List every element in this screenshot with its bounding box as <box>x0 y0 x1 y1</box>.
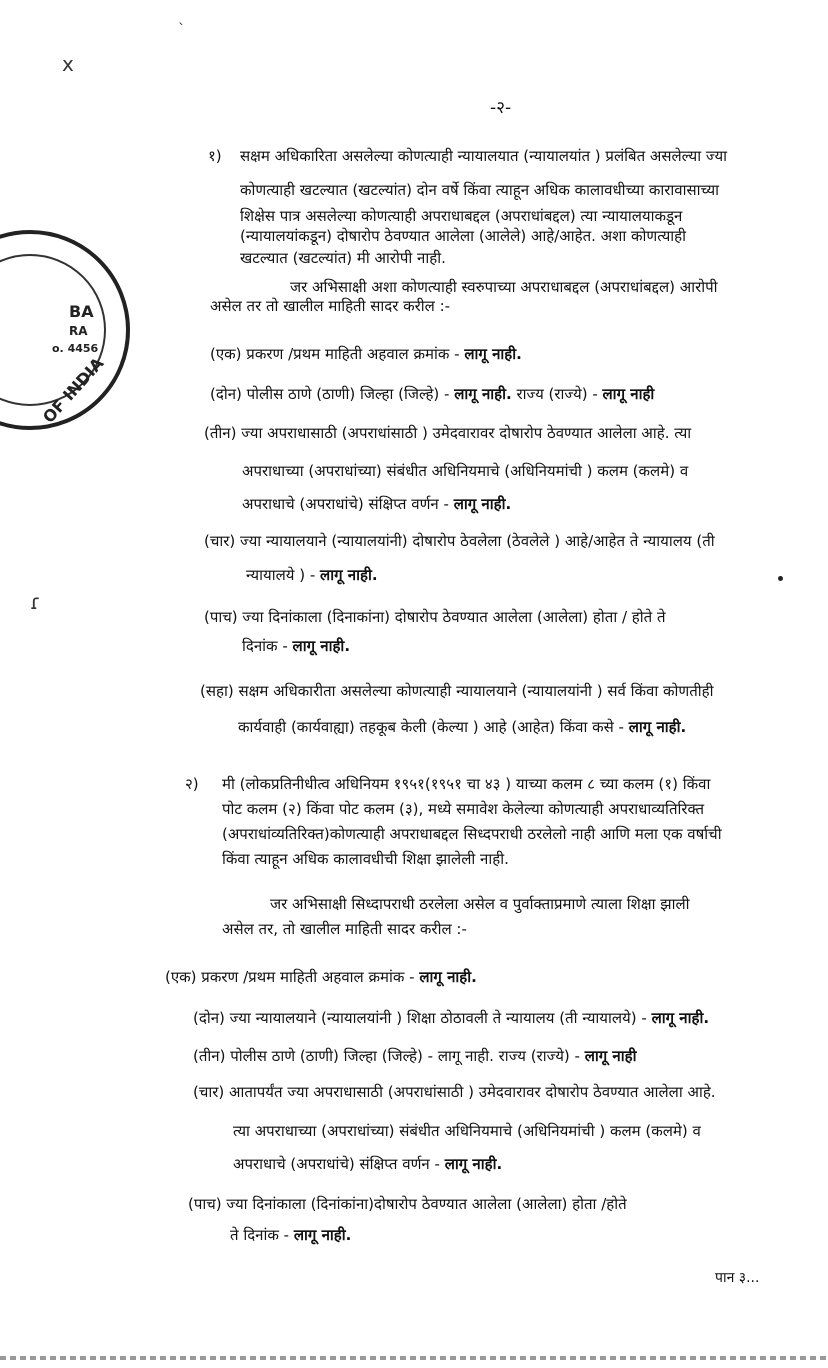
item-status: लागू नाही. <box>651 1009 710 1027</box>
s1-item-don <box>210 385 654 403</box>
item-status: लागू नाही. <box>444 1155 503 1173</box>
item-text: राज्य (राज्ये) - <box>511 385 603 403</box>
item-status: लागू नाही <box>584 1047 637 1065</box>
item-status: लागू नाही. <box>293 1226 352 1244</box>
s1-para-line: खटल्यात (खटल्यांत) मी आरोपी नाही. <box>240 249 446 267</box>
item-status: लागू नाही. <box>453 495 512 513</box>
item-text: अपराधाचे (अपराधांचे) संक्षिप्त वर्णन - <box>242 495 454 513</box>
item-status: लागू नाही <box>602 385 655 403</box>
s2-item-char-cont <box>233 1155 502 1173</box>
s2-para-line: (अपराधांव्यतिरिक्त)कोणत्याही अपराधाबद्दल सिध्दपराधी ठरलेलो नाही आणि मला एक वर्षाची <box>222 825 722 843</box>
next-page-indicator: पान ३... <box>715 1270 760 1286</box>
s2-item-char: (चार) आतापर्यंत ज्या अपराधासाठी (अपराधांसाठी ) उमेदवारावर दोषारोप ठेवण्यात आलेला आहे. <box>193 1083 716 1101</box>
item-text: (एक) प्रकरण /प्रथम माहिती अहवाल क्रमांक - <box>165 968 420 986</box>
s2-para-line: मी (लोकप्रतिनीधीत्व अधिनियम १९५१(१९५१ चा ४३ ) याच्या कलम ८ च्या कलम (१) किंवा <box>222 775 711 793</box>
s1-item-saha: (सहा) सक्षम अधिकारीता असलेल्या कोणत्याही न्यायालयाने (न्यायालयांनी ) सर्व किंवा कोणतीही <box>200 682 714 700</box>
s2-para-line: पोट कलम (२) किंवा पोट कलम (३), मध्ये समावेश केलेल्या कोणत्याही अपराधाव्यतिरिक्त <box>222 800 705 818</box>
item-status: लागू नाही. <box>419 968 477 986</box>
s1-cond-line: जर अभिसाक्षी अशा कोणत्याही स्वरुपाच्या अपराधाबद्दल (अपराधांबद्दल) आरोपी <box>290 278 718 296</box>
scan-mark-top: ˋ <box>178 22 185 38</box>
s2-item-don <box>193 1009 709 1027</box>
seal-text-3: o. 4456 <box>52 342 99 355</box>
item-status: लागू नाही. <box>464 345 522 363</box>
s1-para-line: कोणत्याही खटल्यात (खटल्यांत) दोन वर्षे किंवा त्याहून अधिक कालावधीच्या कारावासाच्या <box>240 181 720 199</box>
scan-edge <box>0 1356 828 1360</box>
item-text: (दोन) ज्या न्यायालयाने (न्यायालयांनी ) शिक्षा ठोठावली ते न्यायालय (ती न्यायालये) - <box>193 1009 652 1027</box>
item-status: लागू नाही. <box>292 637 351 655</box>
s1-cond-line: असेल तर तो खालील माहिती सादर करील :- <box>210 297 451 315</box>
page-number: -२- <box>490 98 512 118</box>
item-text: दिनांक - <box>242 637 293 655</box>
s1-item-pach: (पाच) ज्या दिनांकाला (दिनाकांना) दोषारोप ठेवण्यात आलेला (आलेला) होता / होते ते <box>204 608 666 626</box>
item-status: लागू नाही. <box>628 718 687 736</box>
item-text: अपराधाचे (अपराधांचे) संक्षिप्त वर्णन - <box>233 1155 445 1173</box>
section-2-number: २) <box>185 775 199 793</box>
s2-cond-line: असेल तर, तो खालील माहिती सादर करील :- <box>222 920 467 938</box>
seal-arc-text: OF INDIA <box>39 353 108 427</box>
s1-item-saha-cont <box>238 718 686 736</box>
seal-text-1: BA <box>69 302 94 321</box>
item-text: (दोन) पोलीस ठाणे (ठाणी) जिल्हा (जिल्हे) - <box>210 385 455 403</box>
s1-item-pach-cont <box>242 637 350 655</box>
s1-item-teen: (तीन) ज्या अपराधासाठी (अपराधांसाठी ) उमेदवारावर दोषारोप ठेवण्यात आलेला आहे. त्या <box>204 424 692 442</box>
item-text: ते दिनांक - <box>230 1226 294 1244</box>
s2-item-pach: (पाच) ज्या दिनांकाला (दिनांकांना)दोषारोप ठेवण्यात आलेला (आलेला) होता /होते <box>188 1195 627 1213</box>
s2-item-teen <box>193 1047 637 1065</box>
s2-item-pach-cont <box>230 1226 351 1244</box>
scan-mark-left: ⅹ <box>62 52 74 76</box>
s1-item-teen-cont <box>242 495 511 513</box>
s2-item-char-cont: त्या अपराधाच्या (अपराधांच्या) संबंधीत अधिनियमाचे (अधिनियमांची ) कलम (कलमे) व <box>233 1122 701 1140</box>
item-text: न्यायालये ) - <box>246 566 321 584</box>
s2-para-line: किंवा त्याहून अधिक कालावधीची शिक्षा झालेली नाही. <box>222 850 509 868</box>
item-text: (तीन) पोलीस ठाणे (ठाणी) जिल्हा (जिल्हे) - लागू नाही. राज्य (राज्ये) - <box>193 1047 585 1065</box>
seal-text-2: RA <box>69 324 88 338</box>
s1-item-teen-cont: अपराधाच्या (अपराधांच्या) संबंधीत अधिनियमाचे (अधिनियमांची ) कलम (कलमे) व <box>242 462 689 480</box>
item-text: कार्यवाही (कार्यवाह्या) तहकूब केली (केल्या ) आहे (आहेत) किंवा कसे - <box>238 718 629 736</box>
s2-cond-line: जर अभिसाक्षी सिध्दापराधी ठरलेला असेल व पुर्वाक्ताप्रमाणे त्याला शिक्षा झाली <box>270 895 690 913</box>
s1-para-line: (न्यायालयांकडून) दोषारोप ठेवण्यात आलेला (आलेले) आहे/आहेत. अशा कोणत्याही <box>240 227 687 245</box>
s1-para-line: सक्षम अधिकारिता असलेल्या कोणत्याही न्यायालयात (न्यायालयांत ) प्रलंबित असलेल्या ज्या <box>240 147 728 165</box>
seal-stamp <box>0 230 130 430</box>
item-status: लागू नाही. <box>320 566 378 584</box>
s1-item-char-cont <box>246 566 378 584</box>
scan-speck <box>778 576 783 581</box>
s1-item-char: (चार) ज्या न्यायालयाने (न्यायालयांनी) दोषारोप ठेवलेला (ठेवलेले ) आहे/आहेत ते न्यायालय (ती <box>204 532 715 550</box>
item-status: लागू नाही. <box>454 385 512 403</box>
s1-para-line: शिक्षेस पात्र असलेल्या कोणत्याही अपराधाबद्दल (अपराधांबद्दल) त्या न्यायालयाकडून <box>240 207 683 225</box>
scan-mark-margin: ɾ <box>30 590 41 614</box>
section-1-number: १) <box>208 147 222 165</box>
item-text: (एक) प्रकरण /प्रथम माहिती अहवाल क्रमांक - <box>210 345 465 363</box>
s2-item-ek <box>165 968 477 986</box>
s1-item-ek <box>210 345 522 363</box>
